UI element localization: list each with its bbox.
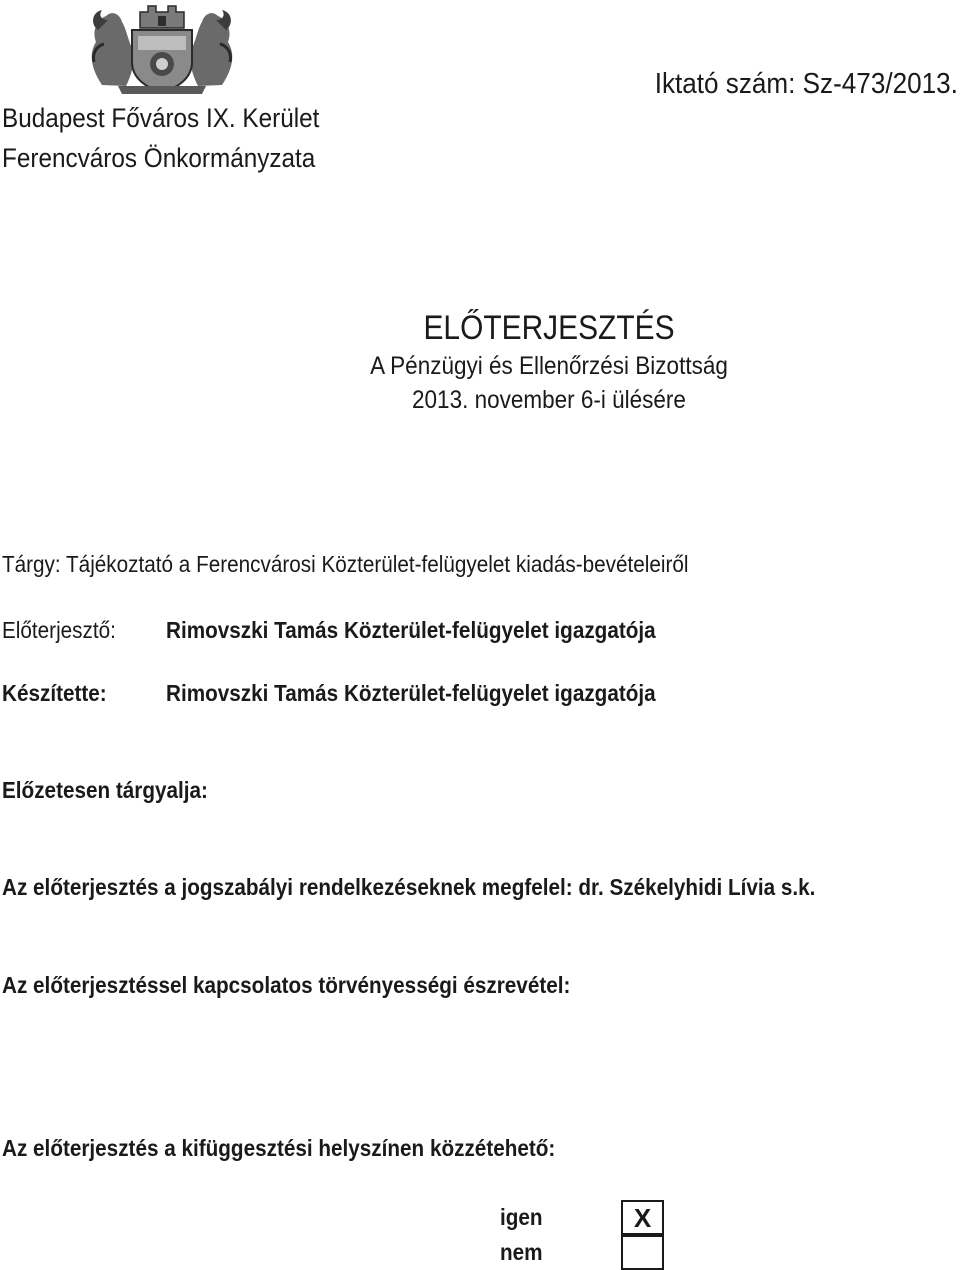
organization-name: Budapest Főváros IX. Kerület	[2, 103, 320, 133]
option-no-checkbox[interactable]	[621, 1233, 664, 1270]
option-yes-checkbox[interactable]: X	[621, 1200, 664, 1237]
legal-compliance-statement: Az előterjesztés a jogszabályi rendelkezéseknek megfelel: dr. Székelyhidi Lívia s.k.	[2, 874, 816, 900]
registration-number: Iktató szám: Sz-473/2013.	[654, 68, 958, 100]
organization-subname: Ferencváros Önkormányzata	[2, 143, 316, 173]
publishable-label: Az előterjesztés a kifüggesztési helyszínen közzétehető:	[2, 1135, 556, 1161]
coat-of-arms-icon	[82, 0, 242, 95]
proposer-value: Rimovszki Tamás Közterület-felügyelet igazgatója	[166, 617, 656, 643]
pre-discussion-label: Előzetesen tárgyalja:	[2, 777, 208, 803]
committee-name: A Pénzügyi és Ellenőrzési Bizottság	[370, 352, 728, 380]
meeting-date: 2013. november 6-i ülésére	[412, 386, 686, 414]
legality-remark-label: Az előterjesztéssel kapcsolatos törvényességi észrevétel:	[2, 972, 571, 998]
subject-line: Tárgy: Tájékoztató a Ferencvárosi Közterület-felügyelet kiadás-bevételeiről	[2, 551, 689, 577]
prepared-by-label: Készítette:	[2, 680, 107, 706]
option-no-label: nem	[500, 1239, 543, 1265]
prepared-by-value: Rimovszki Tamás Közterület-felügyelet igazgatója	[166, 680, 656, 706]
proposer-label: Előterjesztő:	[2, 617, 116, 643]
document-title: ELŐTERJESZTÉS	[423, 309, 675, 347]
option-yes-label: igen	[500, 1204, 543, 1230]
